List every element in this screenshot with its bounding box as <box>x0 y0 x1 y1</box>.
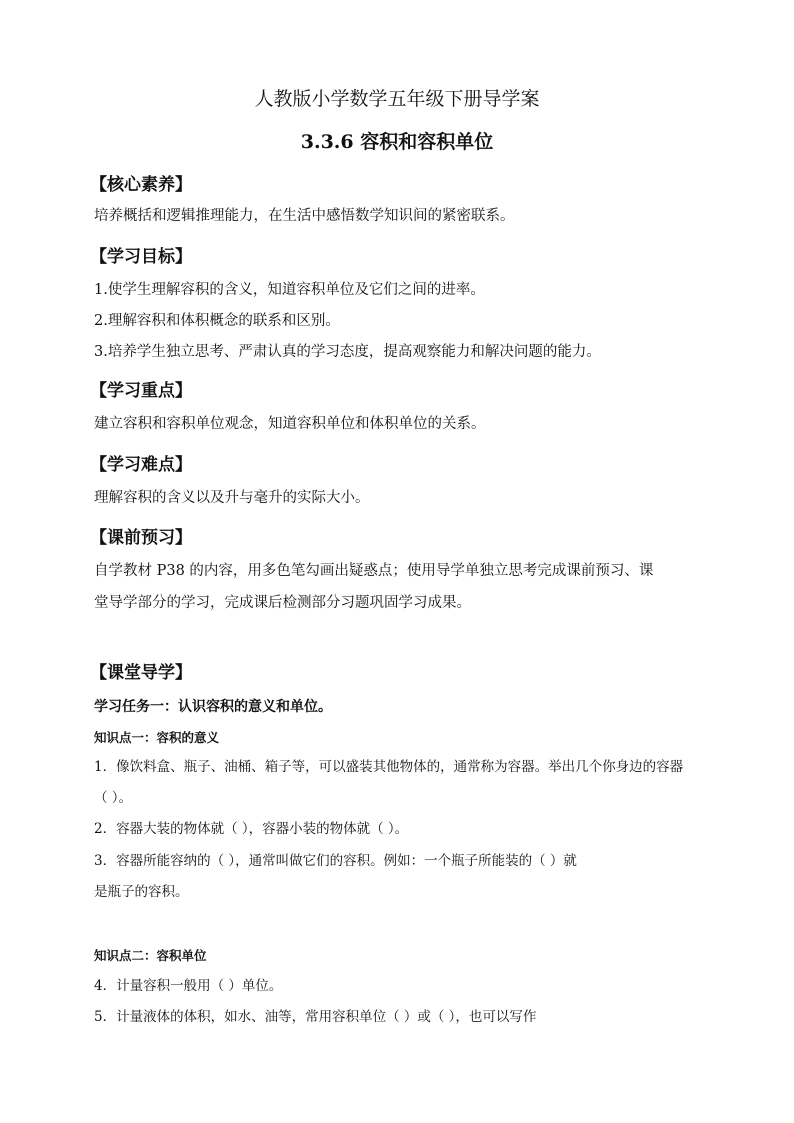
question-1-line-2: （ ）。 <box>94 790 133 806</box>
classroom-guide-heading: 【课堂导学】 <box>90 663 192 683</box>
goal-item-1: 1.使学生理解容积的含义，知道容积单位及它们之间的进率。 <box>94 282 485 298</box>
lesson-title: 3.3.6 容积和容积单位 <box>300 131 494 153</box>
preview-heading: 【课前预习】 <box>90 528 192 548</box>
goal-item-2: 2.理解容积和体积概念的联系和区别。 <box>94 313 340 329</box>
preview-line-2: 堂导学部分的学习，完成课后检测部分习题巩固学习成果。 <box>94 595 471 611</box>
knowledge-point-1: 知识点一：容积的意义 <box>94 730 220 745</box>
goal-item-3: 3.培养学生独立思考、严肃认真的学习态度，提高观察能力和解决问题的能力。 <box>94 344 601 360</box>
question-4: 4．计量容积一般用（ ）单位。 <box>94 978 283 994</box>
knowledge-point-2: 知识点二：容积单位 <box>94 948 207 963</box>
question-5: 5．计量液体的体积，如水、油等，常用容积单位（ ）或（ ），也可以写作 <box>94 1009 537 1025</box>
task-1-title: 学习任务一：认识容积的意义和单位。 <box>94 699 332 715</box>
question-2: 2．容器大装的物体就（ ），容器小装的物体就（ ）。 <box>94 821 409 837</box>
core-text: 培养概括和逻辑推理能力，在生活中感悟数学知识间的紧密联系。 <box>94 208 515 224</box>
question-1-line-1: 1．像饮料盒、瓶子、油桶、箱子等，可以盛装其他物体的，通常称为容器。举出几个你身边的容器 <box>94 759 684 775</box>
difficulty-text: 理解容积的含义以及升与毫升的实际大小。 <box>94 490 370 506</box>
goals-heading: 【学习目标】 <box>90 247 192 267</box>
question-3-line-2: 是瓶子的容积。 <box>94 884 189 900</box>
preview-line-1: 自学教材 P38 的内容，用多色笔勾画出疑惑点；使用导学单独立思考完成课前预习、课 <box>94 563 654 579</box>
difficulty-heading: 【学习难点】 <box>90 455 192 475</box>
document-title: 人教版小学数学五年级下册导学案 <box>254 88 540 110</box>
key-points-heading: 【学习重点】 <box>90 381 192 401</box>
key-points-text: 建立容积和容积单位观念，知道容积单位和体积单位的关系。 <box>94 416 486 432</box>
question-3-line-1: 3．容器所能容纳的（ ），通常叫做它们的容积。例如：一个瓶子所能装的（ ）就 <box>94 853 577 869</box>
core-heading: 【核心素养】 <box>90 175 192 195</box>
